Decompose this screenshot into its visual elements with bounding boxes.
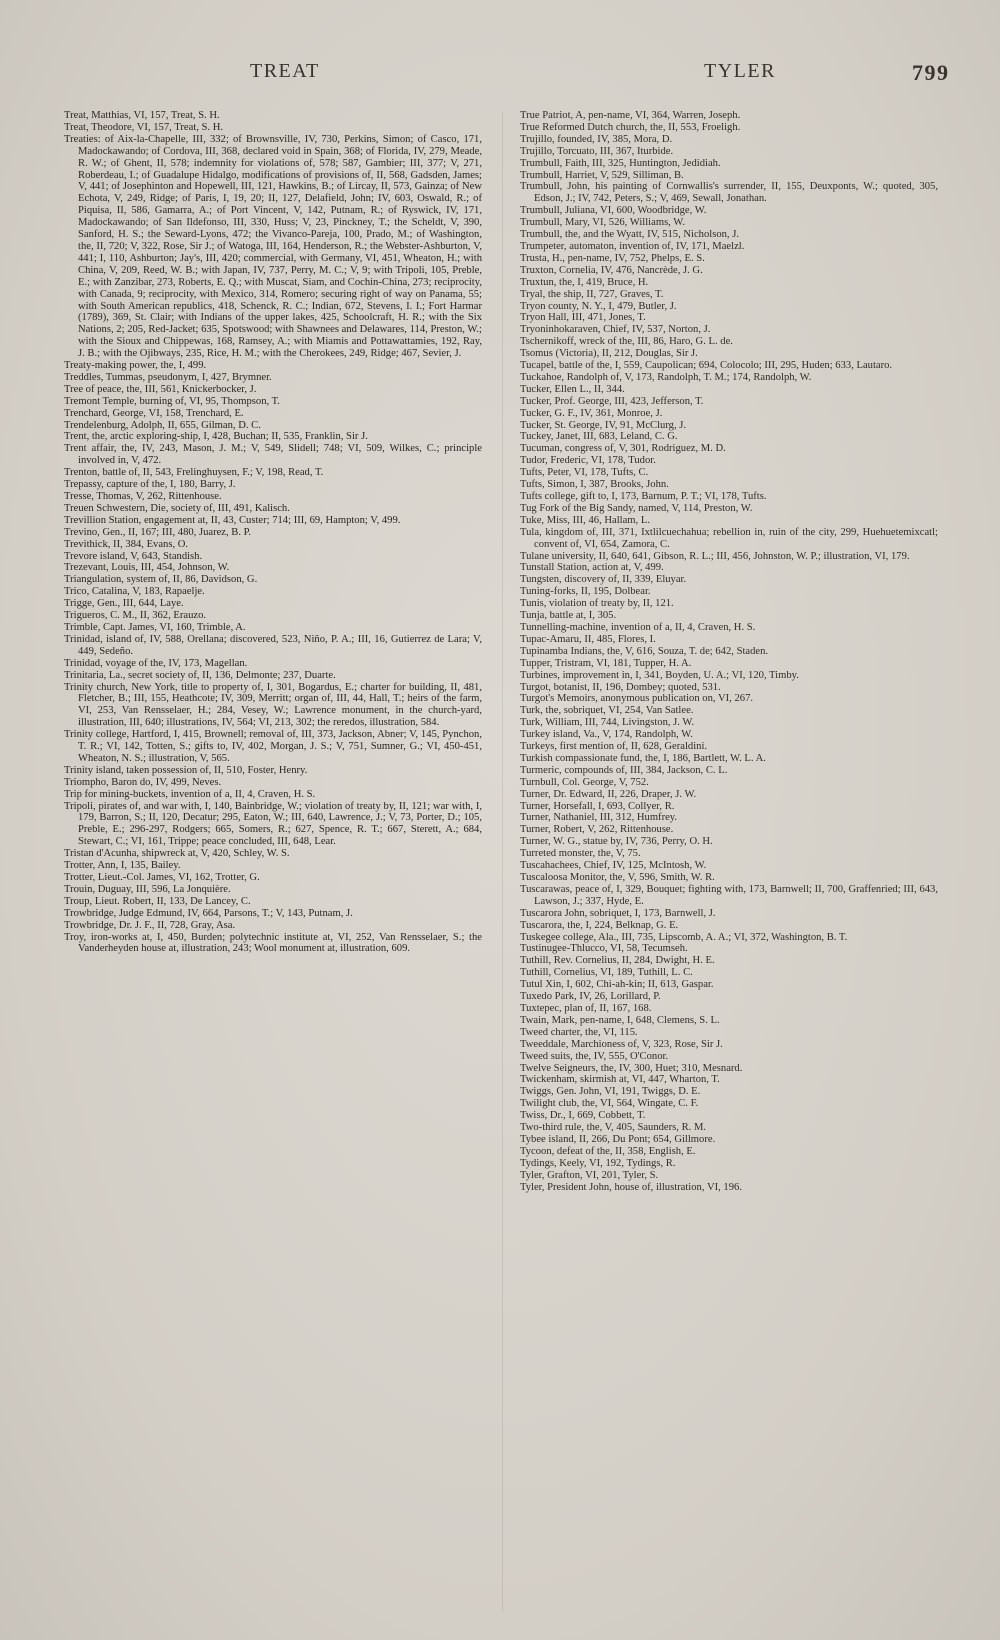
index-entry: Tutul Xin, I, 602, Chi-ah-kin; II, 613, Gaspar. [520, 979, 714, 991]
index-entry: Truxtun, the, I, 419, Bruce, H. [520, 276, 649, 288]
index-entry: Tunnelling-machine, invention of a, II, 4, Craven, H. S. [520, 621, 756, 633]
index-entry: Trinity church, New York, title to property of, I, 301, Bogardus, E.; charter for building, II, 481, Fletcher, B.; III, 155, Heathcote; IV, 309, Merritt; organ of, III, 44, Hall, T.; heirs of the farm, VI, 253, Van Rensselaer, H.; 284, Vesey, W.; Lawrence monument, in the church-yard, illustration, III, 640; illustrations, IV, 564; VI, 213, 302; the reredos, illustration, 584. [64, 681, 482, 729]
index-entry: Trujillo, founded, IV, 385, Mora, D. [520, 133, 673, 145]
index-entry: Tuke, Miss, III, 46, Hallam, L. [520, 514, 650, 526]
index-entry: Tripoli, pirates of, and war with, I, 140, Bainbridge, W.; violation of treaty by, II, 121; war with, I, 179, Barron, S.; II, 120, Decatur; 295, Eaton, W.; III, 640, Lawrence, J.; V, 73, Porter, D.; 105, Preble, E.; 296-297, Rodgers; 665, Somers, R.; 627, Spence, R. T.; 667, Sterett, A.; 684, Stewart, C.; VI, 161, Trippe; peace concluded, III, 648, Lear. [64, 800, 482, 848]
index-entry: Tuscarawas, peace of, I, 329, Bouquet; fighting with, 173, Barnwell; II, 700, Graffenried; III, 643, Lawson, J.; 337, Hyde, E. [520, 883, 938, 907]
index-entry: Tuthill, Cornelius, VI, 189, Tuthill, L. C. [520, 967, 693, 979]
index-entry: Tsomus (Victoria), II, 212, Douglas, Sir J. [520, 348, 698, 360]
index-entry: Tuscarora John, sobriquet, I, 173, Barnwell, J. [520, 907, 716, 919]
index-entry: Tustinugee-Thlucco, VI, 58, Tecumseh. [520, 943, 688, 955]
index-entry: Tresse, Thomas, V, 262, Rittenhouse. [64, 491, 222, 502]
index-entry: Trinidad, island of, IV, 588, Orellana; discovered, 523, Niño, P. A.; III, 16, Gutierrez de Lara; V, 449, Sedeño. [64, 633, 482, 657]
index-entry: Tungsten, discovery of, II, 339, Eluyar. [520, 574, 687, 586]
index-entry: Turnbull, Col. George, V, 752. [520, 776, 649, 788]
index-entry: Trotter, Ann, I, 135, Bailey. [64, 860, 181, 872]
index-entry: Tupac-Amaru, II, 485, Flores, I. [520, 633, 656, 645]
index-entry: Turk, William, III, 744, Livingston, J. W. [520, 717, 695, 729]
index-entry: Trumbull, Juliana, VI, 600, Woodbridge, W. [520, 205, 707, 217]
index-entry: Turner, Robert, V, 262, Rittenhouse. [520, 824, 674, 836]
running-head-right: TYLER [704, 60, 776, 82]
index-entry: Trumbull, the, and the Wyatt, IV, 515, Nicholson, J. [520, 229, 739, 241]
index-entry: Trotter, Lieut.-Col. James, VI, 162, Trotter, G. [64, 872, 260, 883]
index-entry: Twiss, Dr., I, 669, Cobbett, T. [520, 1110, 646, 1122]
index-entry: Twilight club, the, VI, 564, Wingate, C. F. [520, 1098, 699, 1110]
index-entry: Trepassy, capture of the, I, 180, Barry, J. [64, 479, 236, 491]
index-entry: Trico, Catalina, V, 183, Rapaelje. [64, 586, 205, 598]
index-entry: Trinitaria, La., secret society of, II, 136, Delmonte; 237, Duarte. [64, 669, 336, 681]
index-entry: Tula, kingdom of, III, 371, Ixtlilcuechahua; rebellion in, ruin of the city, 299, Huehuetemixcatl; convent of, VI, 654, Zamora, C. [520, 526, 938, 550]
index-entry: Trouin, Duguay, III, 596, La Jonquière. [64, 883, 231, 895]
index-entry: Trip for mining-buckets, invention of a, II, 4, Craven, H. S. [64, 788, 316, 800]
index-entry: Trinidad, voyage of the, IV, 173, Magellan. [64, 657, 248, 669]
index-entry: Tycoon, defeat of the, II, 358, English, E. [520, 1145, 696, 1157]
index-entry: Trigueros, C. M., II, 362, Erauzo. [64, 610, 207, 622]
index-entry: Tupinamba Indians, the, V, 616, Souza, T. de; 642, Staden. [520, 645, 769, 657]
index-entry: Twickenham, skirmish at, VI, 447, Wharton, T. [520, 1074, 720, 1086]
index-entry: Triompho, Baron do, IV, 499, Neves. [64, 776, 222, 788]
index-entry: Truxton, Cornelia, IV, 476, Nancrède, J. G. [520, 264, 703, 276]
index-entry: Turbines, improvement in, I, 341, Boyden, U. A.; VI, 120, Timby. [520, 669, 799, 681]
index-entry: Turner, W. G., statue by, IV, 736, Perry, O. H. [520, 836, 713, 848]
index-entry: Tufts college, gift to, I, 173, Barnum, P. T.; VI, 178, Tufts. [520, 491, 767, 502]
index-column-right [520, 110, 938, 1193]
index-entry: Trumbull, John, his painting of Cornwallis's surrender, II, 155, Deuxponts, W.; quoted, 305, Edson, J.; IV, 742, Peters, S.; V, 469, Sewall, Jonathan. [520, 181, 938, 205]
index-entry: Treaties: of Aix-la-Chapelle, III, 332; of Brownsville, IV, 730, Perkins, Simon; of Casco, 171, Madockawando; of Cordova, III, 368, declared void in Spain, 368; of Florida, IV, 279, Meade, R. W.; of Ghent, II, 578; indemnity for violations of, 578; 587, Gambier; III, 377; V, 271, Roberdeau, I.; of Guadalupe Hidalgo, modifications of provisions of, II, 568, Gadsden, James; V, 441; of Josephinton and Hopewell, III, 121, Hawkins, B.; of Lircay, II, 573, Gainza; of New Echota, V, 249, Ridge; of Paris, I, 19, 20; II, 127, Delafield, John; IV, 603, Oswald, R.; of Piquisa, II, 586, Gamarra, A.; of Port Vincent, V, 142, Putnam, R.; of Ryswick, IV, 171, Madockawando; of San Ildefonso, III, 330, Huss; V, 23, Pinckney, T.; the Scheldt, V, 390, Sanford, H. S.; the Seward-Lyons, 472; the Vivanco-Pareja, 100, Prado, M.; of Washington, the, II, 720; V, 322, Rose, Sir J.; of Watoga, III, 164, Henderson, R.; the Webster-Ashburton, V, 441; I, 110, Ashburton; Jay's, III, 420; commercial, with Germany, VI, 451, Wheaton, H.; with China, V, 209, Reed, W. B.; with Japan, IV, 737, Perry, M. C.; V, 9; with Tripoli, 105, Preble, E.; with Zanzibar, 273, Roberts, E. Q.; with Muscat, Siam, and Cochin-China, 273; reciprocity, with Canada, 9; reciprocity, with Mexico, 314, Romero; securing right of way on Panama, 55; with South American republics, 418, Schenck, R. C.; Indian, 672, Stevens, I. I.; Fort Harmar (1789), 369, St. Clair; with Indians of the upper lakes, 425, Schoolcraft, H. R.; with the Six Nations, 2; 205, Red-Jacket; 635, Spotswood; with Shawnees and Delawares, 114, Preston, W.; with the Sioux and Chippewas, 168, Ramsey, A.; with Miamis and Pottawattamies, 192, Ray, J. B.; with the Ojibways, 235, Rice, H. M.; with the Cherokees, 249, Ridge; 467, Sevier, J. [64, 133, 482, 360]
index-entry: Triangulation, system of, II, 86, Davidson, G. [64, 574, 258, 586]
index-entry: Tryon Hall, III, 471, Jones, T. [520, 312, 646, 324]
index-entry: Trinity college, Hartford, I, 415, Brownell; removal of, III, 373, Jackson, Abner; V, 145, Pynchon, T. R.; VI, 142, Totten, S.; gifts to, IV, 402, Morgan, J. S.; V, 751, Sumner, G.; VI, 450-451, Wheaton, N. S.; illustration, V, 565. [64, 729, 482, 764]
index-entry: Trevore island, V, 643, Standish. [64, 550, 203, 562]
index-entry: Turkeys, first mention of, II, 628, Geraldini. [520, 741, 708, 753]
index-entry: Tschernikoff, wreck of the, III, 86, Haro, G. L. de. [520, 336, 733, 348]
index-entry: Twelve Seigneurs, the, IV, 300, Huet; 310, Mesnard. [520, 1062, 743, 1074]
index-entry: Tree of peace, the, III, 561, Knickerbocker, J. [64, 383, 257, 395]
index-entry: Tuscaloosa Monitor, the, V, 596, Smith, W. R. [520, 872, 715, 883]
index-entry: Tucker, Prof. George, III, 423, Jefferson, T. [520, 395, 704, 407]
index-entry: Treat, Theodore, VI, 157, Treat, S. H. [64, 121, 224, 133]
index-entry: Tufts, Simon, I, 387, Brooks, John. [520, 479, 669, 491]
index-entry: Trenton, battle of, II, 543, Frelinghuysen, F.; V, 198, Read, T. [64, 467, 324, 479]
index-entry: Turgot, botanist, II, 196, Dombey; quoted, 531. [520, 681, 721, 693]
index-entry: Trinity island, taken possession of, II, 510, Foster, Henry. [64, 764, 308, 776]
index-entry: Turmeric, compounds of, III, 384, Jackson, C. L. [520, 764, 728, 776]
index-entry: Twiggs, Gen. John, VI, 191, Twiggs, D. E. [520, 1086, 701, 1098]
index-entry: Tweeddale, Marchioness of, V, 323, Rose, Sir J. [520, 1038, 723, 1050]
index-entry: Tyler, President John, house of, illustration, VI, 196. [520, 1181, 742, 1193]
index-entry: Twain, Mark, pen-name, I, 648, Clemens, S. L. [520, 1014, 720, 1026]
index-entry: Tuskegee college, Ala., III, 735, Lipscomb, A. A.; VI, 372, Washington, B. T. [520, 931, 848, 943]
index-entry: Tuckahoe, Randolph of, V, 173, Randolph, T. M.; 174, Randolph, W. [520, 371, 812, 383]
index-entry: True Reformed Dutch church, the, II, 553, Froeligh. [520, 121, 741, 133]
index-entry: Trenchard, George, VI, 158, Trenchard, E. [64, 407, 244, 419]
index-entry: Turk, the, sobriquet, VI, 254, Van Satlee. [520, 705, 694, 717]
index-entry: Troy, iron-works at, I, 450, Burden; polytechnic institute at, VI, 252, Van Rensselaer, S.; the Vanderheyden house at, illustration, 243; Wool monument at, illustration, 609. [64, 931, 482, 955]
index-entry: Tuscahachees, Chief, IV, 125, McIntosh, W. [520, 860, 707, 872]
index-entry: Tuscarora, the, I, 224, Belknap, G. E. [520, 919, 679, 931]
index-entry: Tweed charter, the, VI, 115. [520, 1026, 638, 1038]
index-entry: Tunja, battle at, I, 305. [520, 610, 617, 622]
index-entry: Two-third rule, the, V, 405, Saunders, R. M. [520, 1122, 707, 1134]
index-entry: Turner, Dr. Edward, II, 226, Draper, J. W. [520, 788, 697, 800]
index-entry: Tuxedo Park, IV, 26, Lorillard, P. [520, 991, 661, 1003]
index-entry: Trent affair, the, IV, 243, Mason, J. M.; V, 549, Slidell; 748; VI, 509, Wilkes, C.; principle involved in, V, 472. [64, 443, 482, 467]
index-entry: Tryoninhokaraven, Chief, IV, 537, Norton, J. [520, 324, 711, 336]
index-entry: Trezevant, Louis, III, 454, Johnson, W. [64, 562, 230, 574]
index-entry: Turkey island, Va., V, 174, Randolph, W. [520, 729, 693, 741]
index-entry: Trujillo, Torcuato, III, 367, Iturbide. [520, 145, 674, 157]
index-entry: Turner, Nathaniel, III, 312, Humfrey. [520, 812, 678, 824]
index-entry: Tulane university, II, 640, 641, Gibson, R. L.; III, 456, Johnston, W. P.; illustration, VI, 179. [520, 550, 910, 562]
index-entry: Trent, the, arctic exploring-ship, I, 428, Buchan; II, 535, Franklin, Sir J. [64, 431, 368, 443]
index-column-left [64, 110, 482, 955]
index-entry: Tydings, Keely, VI, 192, Tydings, R. [520, 1157, 676, 1169]
index-entry: Tucker, St. George, IV, 91, McClurg, J. [520, 419, 687, 431]
index-entry: Trumbull, Harriet, V, 529, Silliman, B. [520, 169, 684, 181]
index-entry: Tweed suits, the, IV, 555, O'Conor. [520, 1050, 669, 1062]
index-entry: Tucker, Ellen L., II, 344. [520, 383, 625, 395]
index-entry: Trevillion Station, engagement at, II, 43, Custer; 714; III, 69, Hampton; V, 499. [64, 514, 401, 526]
index-entry: Tuning-forks, II, 195, Dolbear. [520, 586, 651, 598]
index-entry: Trowbridge, Judge Edmund, IV, 664, Parsons, T.; V, 143, Putnam, J. [64, 907, 353, 919]
index-entry: Tunis, violation of treaty by, II, 121. [520, 598, 674, 610]
index-entry: Trusta, H., pen-name, IV, 752, Phelps, E. S. [520, 252, 705, 264]
index-entry: Tucapel, battle of the, I, 559, Caupolican; 694, Colocolo; III, 295, Huden; 633, Lautaro. [520, 360, 893, 372]
index-entry: Tucker, G. F., IV, 361, Monroe, J. [520, 407, 663, 419]
index-entry: Tunstall Station, action at, V, 499. [520, 562, 664, 574]
running-head-left: TREAT [250, 60, 320, 82]
index-entry: Troup, Lieut. Robert, II, 133, De Lancey, C. [64, 895, 251, 907]
index-entry: Treddles, Tummas, pseudonym, I, 427, Brymner. [64, 371, 272, 383]
index-entry: Trendelenburg, Adolph, II, 655, Gilman, D. C. [64, 419, 261, 431]
index-entry: Trevithick, II, 384, Evans, O. [64, 538, 189, 550]
index-entry: Tryal, the ship, II, 727, Graves, T. [520, 288, 664, 300]
index-entry: Tufts, Peter, VI, 178, Tufts, C. [520, 467, 649, 479]
index-entry: Trumbull, Faith, III, 325, Huntington, Jedidiah. [520, 157, 721, 169]
index-entry: Tupper, Tristram, VI, 181, Tupper, H. A. [520, 657, 692, 669]
index-entry: Tug Fork of the Big Sandy, named, V, 114, Preston, W. [520, 502, 753, 514]
index-entry: Trevino, Gen., II, 167; III, 480, Juarez, B. P. [64, 526, 252, 538]
index-entry: Trimble, Capt. James, VI, 160, Trimble, A. [64, 621, 246, 633]
index-entry: Treaty-making power, the, I, 499. [64, 360, 207, 372]
index-entry: Tyler, Grafton, VI, 201, Tyler, S. [520, 1169, 659, 1181]
index-entry: Tuxtepec, plan of, II, 167, 168. [520, 1002, 652, 1014]
index-entry: Trumpeter, automaton, invention of, IV, 171, Maelzl. [520, 240, 745, 252]
index-entry: Tudor, Frederic, VI, 178, Tudor. [520, 455, 656, 467]
index-entry: Tristan d'Acunha, shipwreck at, V, 420, Schley, W. S. [64, 848, 290, 860]
index-entry: Turgot's Memoirs, anonymous publication on, VI, 267. [520, 693, 754, 705]
index-entry: Tucuman, congress of, V, 301, Rodriguez, M. D. [520, 443, 726, 455]
index-entry: Trigge, Gen., III, 644, Laye. [64, 598, 184, 610]
index-entry: Tybee island, II, 266, Du Pont; 654, Gillmore. [520, 1133, 716, 1145]
column-divider [502, 112, 503, 1612]
index-entry: Treat, Matthias, VI, 157, Treat, S. H. [64, 110, 220, 121]
index-entry: Turkish compassionate fund, the, I, 186, Bartlett, W. L. A. [520, 752, 766, 764]
index-entry: Tryon county, N. Y., I, 479, Butler, J. [520, 300, 677, 312]
page-number: 799 [912, 60, 950, 85]
index-entry: Turreted monster, the, V, 75. [520, 848, 641, 860]
index-entry: True Patriot, A, pen-name, VI, 364, Warren, Joseph. [520, 110, 741, 121]
index-entry: Trowbridge, Dr. J. F., II, 728, Gray, Asa. [64, 919, 236, 931]
index-entry: Trumbull, Mary, VI, 526, Williams, W. [520, 217, 685, 229]
index-entry: Tremont Temple, burning of, VI, 95, Thompson, T. [64, 395, 280, 407]
index-entry: Tuthill, Rev. Cornelius, II, 284, Dwight, H. E. [520, 955, 715, 967]
index-entry: Turner, Horsefall, I, 693, Collyer, R. [520, 800, 675, 812]
index-entry: Tuckey, Janet, III, 683, Leland, C. G. [520, 431, 678, 443]
index-entry: Treuen Schwestern, Die, society of, III, 491, Kalisch. [64, 502, 290, 514]
